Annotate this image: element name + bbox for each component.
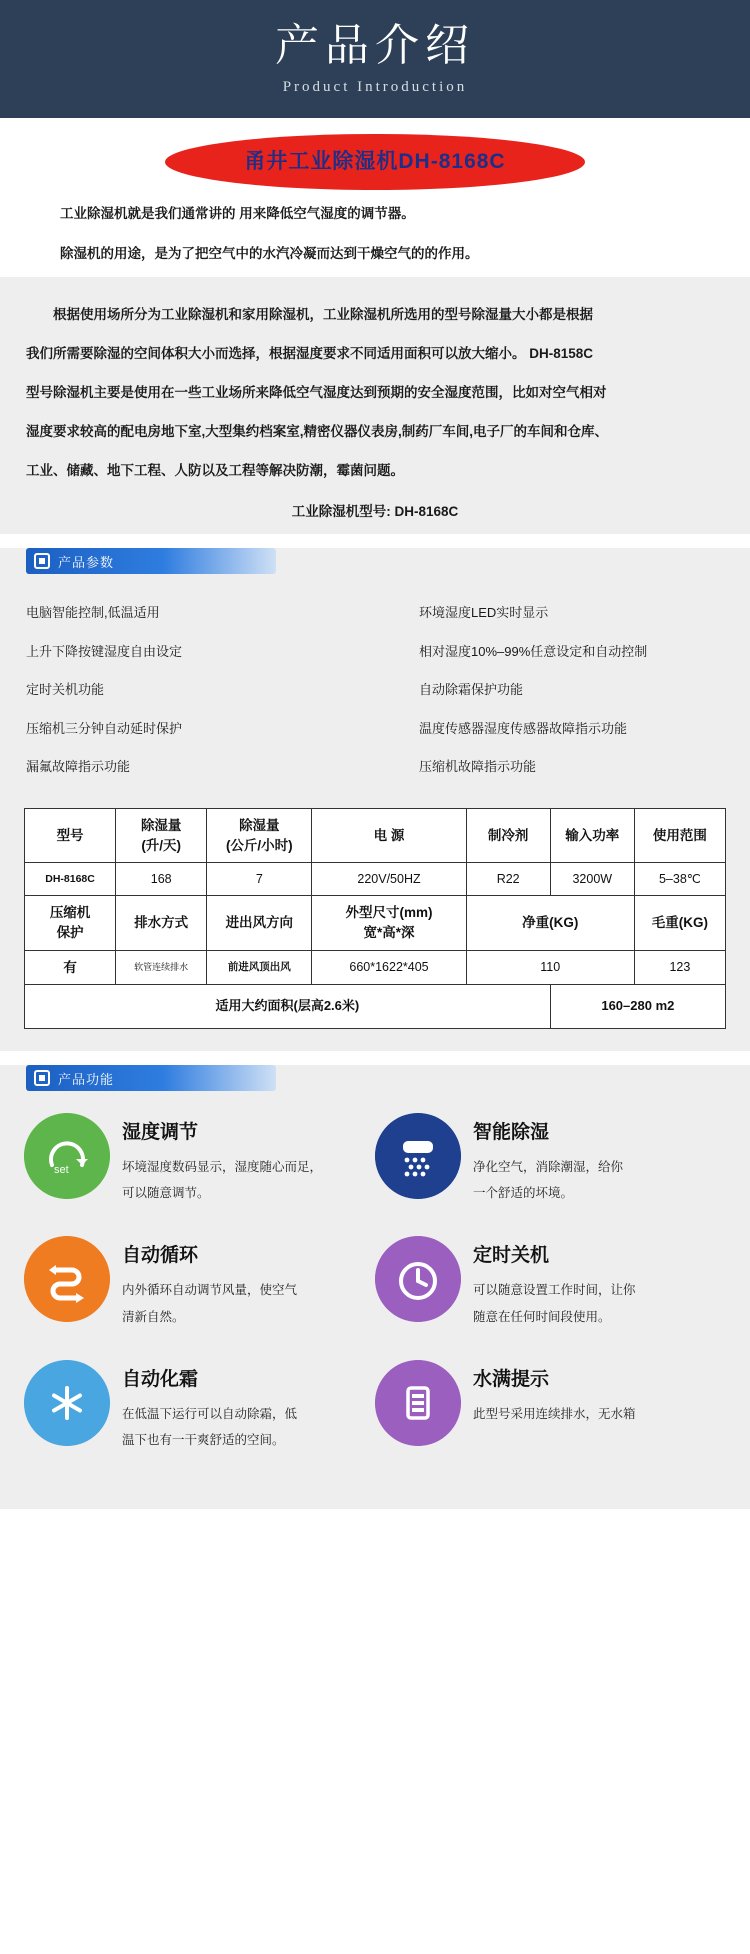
td-power-supply: 220V/50HZ bbox=[312, 863, 466, 896]
humidity-dial-icon bbox=[24, 1113, 110, 1199]
description-paragraph-3: 型号除湿机主要是使用在一些工业场所来降低空气湿度达到预期的安全湿度范围，比如对空气相对 bbox=[26, 385, 607, 401]
param-right: 相对湿度10%–99%任意设定和自动控制 bbox=[419, 643, 648, 659]
clock-icon bbox=[375, 1236, 461, 1322]
intro-lede-2: 除湿机的用途，是为了把空气中的水汽冷凝而达到干燥空气的的作用。 bbox=[60, 246, 479, 262]
description-paragraph-1: 根据使用场所分为工业除湿机和家用除湿机，工业除湿机所选用的型号除湿量大小都是根据 bbox=[53, 306, 593, 322]
th-capacity-day: 除湿量 (升/天) bbox=[116, 809, 207, 863]
td-dimensions: 660*1622*405 bbox=[312, 950, 466, 985]
th-dimensions: 外型尺寸(mm) 宽*高*深 bbox=[312, 896, 466, 950]
th-drain-type: 排水方式 bbox=[116, 896, 207, 950]
intro-lede-1: 工业除湿机就是我们通常讲的 用来降低空气湿度的调节器。 bbox=[60, 206, 415, 221]
function-text bbox=[473, 1360, 636, 1454]
square-badge-icon bbox=[34, 553, 50, 569]
function-title: 自动化霜 bbox=[122, 1368, 199, 1390]
th-model: 型号 bbox=[25, 809, 116, 863]
description-paragraph-2: 我们所需要除湿的空间体积大小而选择，根据湿度要求不同适用面积可以放大缩小。 DH-8158C bbox=[26, 345, 594, 361]
list-item bbox=[26, 710, 724, 748]
th-capacity-hour: 除湿量 (公斤/小时) bbox=[207, 809, 312, 863]
list-item bbox=[24, 1113, 375, 1207]
function-desc-line1: 净化空气，消除潮湿，给你 bbox=[473, 1159, 624, 1174]
function-desc-line1: 此型号采用连续排水，无水箱 bbox=[473, 1406, 636, 1421]
param-left: 压缩机三分钟自动延时保护 bbox=[26, 720, 183, 736]
function-desc-line1: 坏境湿度数码显示，湿度随心而足， bbox=[122, 1159, 323, 1174]
square-badge-icon bbox=[34, 1070, 50, 1086]
spec-table bbox=[24, 808, 726, 1029]
functions-grid bbox=[24, 1113, 726, 1484]
product-badge-wrapper bbox=[0, 134, 750, 190]
page-header bbox=[0, 0, 750, 118]
list-item bbox=[375, 1360, 726, 1454]
product-badge: 甬井工业除湿机DH-8168C bbox=[165, 134, 585, 190]
shower-head-icon bbox=[375, 1113, 461, 1199]
td-compressor-protection: 有 bbox=[25, 950, 116, 985]
param-left: 定时关机功能 bbox=[26, 682, 105, 698]
svg-text:set: set bbox=[54, 1163, 69, 1176]
function-desc-line2: 可以随意调节。 bbox=[122, 1186, 210, 1201]
th-operating-range: 使用范围 bbox=[634, 809, 725, 863]
functions-block bbox=[0, 1095, 750, 1510]
page-title-english: Product Introduction bbox=[282, 79, 468, 95]
param-right: 自动除霜保护功能 bbox=[419, 682, 524, 698]
list-item bbox=[375, 1236, 726, 1330]
function-text bbox=[122, 1360, 297, 1454]
page-title: 产品介绍 bbox=[275, 21, 475, 70]
list-item bbox=[26, 748, 724, 786]
param-left: 漏氟故障指示功能 bbox=[26, 758, 131, 774]
function-text bbox=[122, 1236, 297, 1330]
function-desc-line2: 随意在任何时间段使用。 bbox=[473, 1309, 611, 1324]
table-row bbox=[25, 809, 726, 863]
function-title: 自动循环 bbox=[122, 1245, 199, 1267]
td-net-weight: 110 bbox=[466, 950, 634, 985]
th-input-power: 输入功率 bbox=[550, 809, 634, 863]
param-right: 环境湿度LED实时显示 bbox=[419, 605, 549, 621]
list-item bbox=[26, 671, 724, 709]
table-row bbox=[25, 896, 726, 950]
td-drain-type: 软管连续排水 bbox=[116, 950, 207, 985]
param-right: 压缩机故障指示功能 bbox=[419, 758, 537, 774]
param-right: 温度传感器湿度传感器故障指示功能 bbox=[419, 720, 628, 736]
param-left: 上升下降按键湿度自由设定 bbox=[26, 643, 183, 659]
function-desc-line1: 在低温下运行可以自动除霜，低 bbox=[122, 1406, 298, 1421]
td-input-power: 3200W bbox=[550, 863, 634, 896]
description-block bbox=[0, 277, 750, 535]
list-item bbox=[375, 1113, 726, 1207]
td-capacity-day: 168 bbox=[116, 863, 207, 896]
param-left: 电脑智能控制,低温适用 bbox=[26, 605, 160, 621]
th-compressor-protection: 压缩机 保护 bbox=[25, 896, 116, 950]
section-header-params-label: 产品参数 bbox=[58, 555, 115, 571]
th-net-weight: 净重(KG) bbox=[466, 896, 634, 950]
footer-spacer bbox=[0, 1509, 750, 1549]
function-title: 定时关机 bbox=[473, 1245, 550, 1267]
function-desc-line2: 清新自然。 bbox=[122, 1309, 185, 1324]
td-gross-weight: 123 bbox=[634, 950, 725, 985]
td-area-value: 160–280 m2 bbox=[550, 985, 725, 1029]
recycle-arrows-icon bbox=[24, 1236, 110, 1322]
section-header-params bbox=[0, 548, 750, 578]
th-power-supply: 电 源 bbox=[312, 809, 466, 863]
th-airflow-direction: 进出风方向 bbox=[207, 896, 312, 950]
section-header-functions bbox=[0, 1065, 750, 1095]
list-item bbox=[26, 633, 724, 671]
description-paragraph-5: 工业、储藏、地下工程、人防以及工程等解决防潮，霉菌问题。 bbox=[26, 463, 404, 479]
table-row bbox=[25, 950, 726, 985]
model-number-line: 工业除湿机型号: DH-8168C bbox=[291, 504, 459, 520]
td-model: DH-8168C bbox=[25, 863, 116, 896]
th-gross-weight: 毛重(KG) bbox=[634, 896, 725, 950]
intro-block bbox=[0, 118, 750, 277]
snowflake-icon bbox=[24, 1360, 110, 1446]
function-desc-line2: 温下也有一干爽舒适的空间。 bbox=[122, 1433, 285, 1448]
function-desc-line1: 可以随意设置工作时间，让你 bbox=[473, 1283, 636, 1298]
list-item bbox=[24, 1360, 375, 1454]
description-paragraph-4: 湿度要求较高的配电房地下室,大型集约档案室,精密仪器仪表房,制药厂车间,电子厂的车间和仓库、 bbox=[26, 424, 609, 440]
list-item bbox=[26, 594, 724, 632]
function-title: 智能除湿 bbox=[473, 1121, 550, 1143]
function-desc-line1: 内外循环自动调节风量，使空气 bbox=[122, 1283, 298, 1298]
function-text bbox=[473, 1113, 623, 1207]
function-desc-line2: 一个舒适的坏境。 bbox=[473, 1186, 574, 1201]
th-refrigerant: 制冷剂 bbox=[466, 809, 550, 863]
function-text bbox=[473, 1236, 636, 1330]
water-tank-icon bbox=[375, 1360, 461, 1446]
table-row bbox=[25, 985, 726, 1029]
function-text bbox=[122, 1113, 322, 1207]
spec-table-wrapper bbox=[0, 800, 750, 1051]
table-row bbox=[25, 863, 726, 896]
function-title: 湿度调节 bbox=[122, 1121, 199, 1143]
section-header-functions-label: 产品功能 bbox=[58, 1071, 115, 1087]
list-item bbox=[24, 1236, 375, 1330]
params-list bbox=[0, 578, 750, 800]
td-area-label: 适用大约面积(层高2.6米) bbox=[25, 985, 551, 1029]
td-refrigerant: R22 bbox=[466, 863, 550, 896]
function-title: 水满提示 bbox=[473, 1368, 550, 1390]
td-capacity-hour: 7 bbox=[207, 863, 312, 896]
td-airflow-direction: 前进风顶出风 bbox=[207, 950, 312, 985]
td-operating-range: 5–38℃ bbox=[634, 863, 725, 896]
